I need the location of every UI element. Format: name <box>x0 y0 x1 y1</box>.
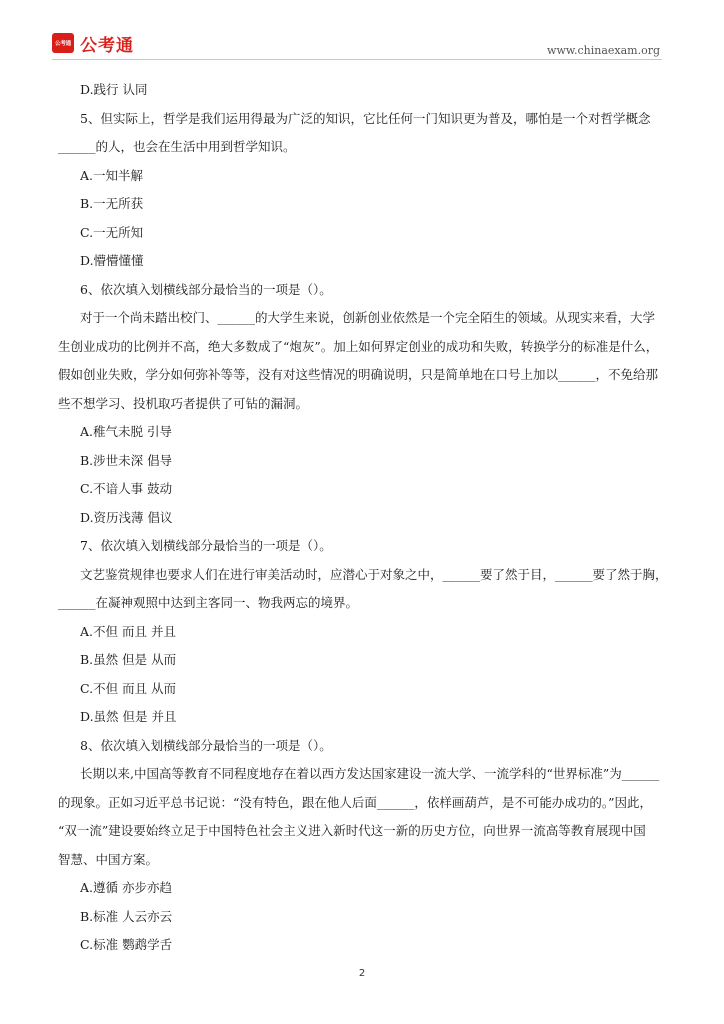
logo <box>52 32 134 54</box>
answer-option: A.稚气未脱 引导 <box>80 424 172 439</box>
answer-option: D.虽然 但是 并且 <box>80 709 177 724</box>
text-line: 长期以来,中国高等教育不同程度地存在着以西方发达国家建设一流大学、一流学科的“世界标准”为______ <box>80 766 660 781</box>
answer-option: D.践行 认同 <box>80 82 148 97</box>
answer-option: B.涉世未深 倡导 <box>80 452 173 468</box>
text-line: ______的人，也会在生活中用到哲学知识。 <box>58 139 296 154</box>
site-url: www.chinaexam.org <box>547 44 660 57</box>
question-stem: 7、依次填入划横线部分最恰当的一项是（）。 <box>80 538 332 553</box>
question-stem: 8、依次填入划横线部分最恰当的一项是（）。 <box>80 737 332 753</box>
answer-option: C.不但 而且 从而 <box>80 680 177 696</box>
logo-text: 公考通 <box>80 35 134 56</box>
text-line: “双一流”建设要始终立足于中国特色社会主义进入新时代这一新的历史方位，向世界一流高等教育展现中国 <box>58 823 646 838</box>
text-line: ______在凝神观照中达到主客同一、物我两忘的境界。 <box>58 595 359 610</box>
answer-option: D.资历浅薄 倡议 <box>80 509 173 525</box>
header-divider <box>52 59 662 60</box>
answer-option: B.标准 人云亦云 <box>80 908 173 924</box>
question-stem: 6、依次填入划横线部分最恰当的一项是（）。 <box>80 281 332 297</box>
text-line: 假如创业失败，学分如何弥补等等，没有对这些情况的明确说明，只是简单地在口号上加以______，不免给那 <box>58 367 659 382</box>
logo-badge: 公考通 <box>52 33 74 53</box>
question-stem: 5、但实际上，哲学是我们运用得最为广泛的知识，它比任何一门知识更为普及，哪怕是一个对哲学概念 <box>80 110 651 126</box>
answer-option: B.一无所获 <box>80 196 144 211</box>
text-line: 生创业成功的比例并不高，绝大多数成了“炮灰”。加上如何界定创业的成功和失败，转换学分的标准是什么， <box>58 338 659 354</box>
document-body <box>58 76 670 960</box>
answer-option: C.标准 鹦鹉学舌 <box>80 937 173 952</box>
text-line: 文艺鉴赏规律也要求人们在进行审美活动时，应潜心于对象之中，______要了然于目，______要了然于胸， <box>80 566 668 582</box>
answer-option: A.不但 而且 并且 <box>80 623 176 639</box>
answer-option: A.一知半解 <box>80 167 144 183</box>
answer-option: C.一无所知 <box>80 224 144 240</box>
page-header <box>0 0 724 62</box>
answer-option: C.不谙人事 鼓动 <box>80 481 173 496</box>
page-number: 2 <box>358 968 366 979</box>
text-line: 对于一个尚未踏出校门、______的大学生来说，创新创业依然是一个完全陌生的领域。从现实来看，大学 <box>80 310 656 325</box>
text-line: 些不想学习、投机取巧者提供了可钻的漏洞。 <box>58 395 309 411</box>
answer-option: D.懵懵懂懂 <box>80 253 144 268</box>
text-line: 的现象。正如习近平总书记说：“没有特色，跟在他人后面______，依样画葫芦，是不可能办成功的。”因此， <box>58 794 653 810</box>
answer-option: B.虽然 但是 从而 <box>80 652 177 667</box>
answer-option: A.遵循 亦步亦趋 <box>80 880 172 895</box>
text-line: 智慧、中国方案。 <box>58 851 159 867</box>
